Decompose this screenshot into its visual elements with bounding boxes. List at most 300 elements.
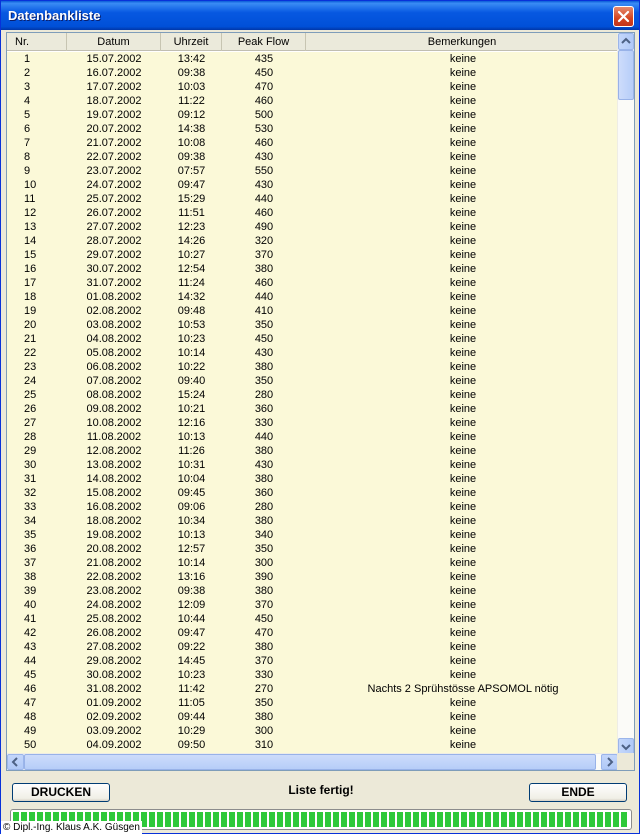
cell-nr: 12 — [24, 207, 37, 219]
table-row[interactable] — [7, 472, 618, 486]
cell-peak-flow: 435 — [254, 53, 274, 65]
cell-peak-flow: 460 — [254, 277, 274, 289]
title-bar[interactable] — [1, 1, 639, 30]
cell-nr: 30 — [24, 459, 37, 471]
cell-time: 10:08 — [177, 137, 206, 149]
cell-remarks: keine — [449, 277, 477, 289]
cell-peak-flow: 550 — [254, 165, 274, 177]
cell-remarks: keine — [449, 207, 477, 219]
cell-peak-flow: 370 — [254, 655, 274, 667]
cell-date: 06.08.2002 — [86, 361, 142, 373]
cell-nr: 19 — [24, 305, 37, 317]
cell-time: 10:14 — [177, 557, 206, 569]
cell-remarks: keine — [449, 725, 477, 737]
cell-remarks: keine — [449, 291, 477, 303]
cell-time: 09:06 — [177, 501, 206, 513]
cell-time: 14:38 — [177, 123, 206, 135]
cell-peak-flow: 350 — [254, 697, 274, 709]
cell-time: 11:22 — [178, 95, 205, 107]
cell-nr: 38 — [24, 571, 37, 583]
scroll-left-button[interactable] — [7, 754, 24, 770]
table-row[interactable] — [7, 696, 618, 710]
table-row[interactable] — [7, 374, 618, 388]
table-row[interactable] — [7, 486, 618, 500]
cell-nr: 34 — [24, 515, 37, 527]
cell-remarks: keine — [449, 627, 477, 639]
cell-time: 10:04 — [177, 473, 206, 485]
table-row[interactable] — [7, 318, 618, 332]
cell-peak-flow: 430 — [254, 347, 274, 359]
cell-remarks: keine — [449, 529, 477, 541]
cell-remarks: keine — [449, 711, 477, 723]
cell-remarks: keine — [449, 697, 477, 709]
cell-date: 13.08.2002 — [86, 459, 142, 471]
cell-time: 10:21 — [177, 403, 206, 415]
cell-time: 10:31 — [177, 459, 206, 471]
cell-nr: 23 — [24, 361, 37, 373]
cell-time: 10:14 — [177, 347, 206, 359]
cell-peak-flow: 450 — [254, 613, 274, 625]
table-row[interactable] — [7, 668, 618, 682]
cell-nr: 27 — [24, 417, 37, 429]
cell-peak-flow: 300 — [254, 725, 274, 737]
cell-peak-flow: 410 — [254, 305, 274, 317]
cell-peak-flow: 380 — [254, 641, 274, 653]
table-row[interactable] — [7, 94, 618, 108]
table-row[interactable] — [7, 402, 618, 416]
cell-nr: 8 — [24, 151, 31, 163]
cell-peak-flow: 350 — [254, 375, 274, 387]
arrow-right-icon — [602, 755, 617, 769]
table-row[interactable] — [7, 626, 618, 640]
table-row[interactable] — [7, 122, 618, 136]
cell-nr: 9 — [24, 165, 31, 177]
cell-time: 09:45 — [177, 487, 206, 499]
cell-nr: 13 — [24, 221, 37, 233]
close-icon — [617, 10, 630, 23]
cell-remarks: keine — [449, 179, 477, 191]
table-row[interactable] — [7, 500, 618, 514]
cell-peak-flow: 470 — [254, 627, 274, 639]
cell-time: 10:53 — [177, 319, 206, 331]
cell-peak-flow: 440 — [254, 193, 274, 205]
cell-time: 10:27 — [177, 249, 206, 261]
cell-date: 22.08.2002 — [86, 571, 142, 583]
cell-remarks: keine — [449, 347, 477, 359]
cell-nr: 35 — [24, 529, 37, 541]
cell-date: 28.07.2002 — [86, 235, 142, 247]
cell-nr: 24 — [24, 375, 37, 387]
cell-nr: 1 — [24, 53, 31, 65]
cell-remarks: keine — [449, 431, 477, 443]
table-row[interactable] — [7, 724, 618, 738]
list-header — [7, 33, 618, 51]
cell-peak-flow: 300 — [254, 557, 274, 569]
cell-date: 24.07.2002 — [86, 179, 142, 191]
cell-date: 19.08.2002 — [86, 529, 142, 541]
scrollbar-corner — [617, 753, 634, 770]
table-row[interactable] — [7, 290, 618, 304]
cell-nr: 31 — [24, 473, 37, 485]
cell-peak-flow: 320 — [254, 235, 274, 247]
table-row[interactable] — [7, 458, 618, 472]
table-row[interactable] — [7, 192, 618, 206]
cell-time: 10:44 — [177, 613, 206, 625]
table-row[interactable] — [7, 710, 618, 724]
table-row[interactable] — [7, 52, 618, 66]
cell-remarks: keine — [449, 305, 477, 317]
table-row[interactable] — [7, 444, 618, 458]
table-row[interactable] — [7, 528, 618, 542]
cell-date: 18.08.2002 — [86, 515, 142, 527]
cell-peak-flow: 450 — [254, 333, 274, 345]
table-row[interactable] — [7, 654, 618, 668]
cell-remarks: keine — [449, 403, 477, 415]
horizontal-scroll-thumb[interactable] — [24, 754, 596, 770]
arrow-up-icon — [619, 34, 633, 49]
cell-date: 15.08.2002 — [86, 487, 142, 499]
cell-nr: 49 — [24, 725, 37, 737]
cell-date: 18.07.2002 — [86, 95, 142, 107]
cell-peak-flow: 390 — [254, 571, 274, 583]
vertical-scrollbar[interactable] — [617, 33, 634, 755]
column-header-remarks[interactable]: Bemerkungen — [427, 36, 497, 48]
cell-remarks: keine — [449, 137, 477, 149]
cell-remarks: keine — [449, 543, 477, 555]
cell-time: 10:03 — [177, 81, 206, 93]
cell-peak-flow: 380 — [254, 263, 274, 275]
cell-time: 14:32 — [177, 291, 206, 303]
cell-date: 23.08.2002 — [86, 585, 142, 597]
column-header-peak-flow[interactable]: Peak Flow — [222, 33, 306, 51]
cell-remarks: keine — [449, 263, 477, 275]
list-rows — [7, 52, 618, 755]
table-row[interactable] — [7, 360, 618, 374]
horizontal-scrollbar[interactable] — [7, 753, 618, 770]
cell-date: 26.07.2002 — [86, 207, 142, 219]
cell-peak-flow: 340 — [254, 529, 274, 541]
cell-date: 19.07.2002 — [86, 109, 142, 121]
cell-nr: 36 — [24, 543, 37, 555]
cell-nr: 5 — [24, 109, 31, 121]
cell-peak-flow: 370 — [254, 249, 274, 261]
cell-time: 11:51 — [178, 207, 205, 219]
close-button[interactable] — [613, 6, 634, 27]
cell-peak-flow: 380 — [254, 515, 274, 527]
cell-date: 08.08.2002 — [86, 389, 142, 401]
cell-remarks: keine — [449, 221, 477, 233]
cell-remarks: keine — [449, 165, 477, 177]
cell-nr: 50 — [24, 739, 37, 751]
cell-date: 03.08.2002 — [86, 319, 142, 331]
cell-time: 10:34 — [177, 515, 206, 527]
scroll-right-button[interactable] — [601, 754, 618, 770]
cell-nr: 47 — [24, 697, 37, 709]
cell-date: 25.07.2002 — [86, 193, 142, 205]
data-list[interactable] — [6, 32, 635, 771]
cell-nr: 17 — [24, 277, 37, 289]
cell-peak-flow: 330 — [254, 669, 274, 681]
cell-time: 12:09 — [177, 599, 206, 611]
table-row[interactable] — [7, 332, 618, 346]
cell-date: 04.08.2002 — [86, 333, 142, 345]
cell-peak-flow: 450 — [254, 67, 274, 79]
cell-remarks: keine — [449, 389, 477, 401]
cell-date: 29.07.2002 — [86, 249, 142, 261]
cell-remarks: keine — [449, 249, 477, 261]
table-row[interactable] — [7, 598, 618, 612]
cell-remarks: keine — [449, 599, 477, 611]
cell-time: 09:44 — [177, 711, 206, 723]
cell-remarks: keine — [449, 487, 477, 499]
cell-peak-flow: 270 — [254, 683, 274, 695]
table-row[interactable] — [7, 220, 618, 234]
cell-date: 31.08.2002 — [86, 683, 142, 695]
cell-date: 23.07.2002 — [86, 165, 142, 177]
cell-date: 20.07.2002 — [86, 123, 142, 135]
cell-time: 09:22 — [177, 641, 206, 653]
table-row[interactable] — [7, 108, 618, 122]
cell-date: 07.08.2002 — [86, 375, 142, 387]
cell-time: 12:57 — [177, 543, 206, 555]
cell-remarks: keine — [449, 739, 477, 751]
table-row[interactable] — [7, 276, 618, 290]
table-row[interactable] — [7, 570, 618, 584]
cell-time: 09:48 — [177, 305, 206, 317]
table-row[interactable] — [7, 640, 618, 654]
cell-date: 02.08.2002 — [86, 305, 142, 317]
table-row[interactable] — [7, 164, 618, 178]
cell-date: 09.08.2002 — [86, 403, 142, 415]
cell-peak-flow: 380 — [254, 585, 274, 597]
table-row[interactable] — [7, 80, 618, 94]
cell-nr: 29 — [24, 445, 37, 457]
copyright-text: © Dipl.-Ing. Klaus A.K. Güsgen — [3, 822, 140, 833]
table-row[interactable] — [7, 738, 618, 752]
cell-date: 30.08.2002 — [86, 669, 142, 681]
table-row[interactable] — [7, 262, 618, 276]
arrow-left-icon — [8, 755, 23, 769]
cell-nr: 26 — [24, 403, 37, 415]
cell-time: 09:47 — [177, 627, 206, 639]
cell-date: 02.09.2002 — [86, 711, 142, 723]
cell-peak-flow: 380 — [254, 445, 274, 457]
cell-date: 17.07.2002 — [86, 81, 142, 93]
table-row[interactable] — [7, 206, 618, 220]
cell-date: 29.08.2002 — [86, 655, 142, 667]
cell-date: 24.08.2002 — [86, 599, 142, 611]
cell-date: 16.07.2002 — [86, 67, 142, 79]
end-button[interactable]: ENDE — [529, 783, 627, 802]
cell-date: 12.08.2002 — [86, 445, 142, 457]
arrow-down-icon — [619, 739, 633, 754]
cell-nr: 41 — [24, 613, 37, 625]
cell-date: 26.08.2002 — [86, 627, 142, 639]
cell-date: 15.07.2002 — [86, 53, 142, 65]
cell-remarks: keine — [449, 95, 477, 107]
cell-peak-flow: 380 — [254, 361, 274, 373]
table-row[interactable] — [7, 430, 618, 444]
cell-remarks: keine — [449, 613, 477, 625]
cell-peak-flow: 430 — [254, 179, 274, 191]
table-row[interactable] — [7, 612, 618, 626]
cell-peak-flow: 280 — [254, 389, 274, 401]
cell-peak-flow: 460 — [254, 137, 274, 149]
cell-peak-flow: 310 — [254, 739, 274, 751]
table-row[interactable] — [7, 150, 618, 164]
cell-peak-flow: 380 — [254, 473, 274, 485]
cell-nr: 18 — [24, 291, 37, 303]
cell-date: 04.09.2002 — [86, 739, 142, 751]
cell-time: 10:22 — [177, 361, 206, 373]
cell-nr: 37 — [24, 557, 37, 569]
cell-time: 09:38 — [177, 585, 206, 597]
print-button[interactable]: DRUCKEN — [12, 783, 110, 802]
cell-nr: 2 — [24, 67, 31, 79]
cell-time: 09:40 — [177, 375, 206, 387]
cell-remarks: keine — [449, 333, 477, 345]
cell-peak-flow: 360 — [254, 487, 274, 499]
cell-time: 10:23 — [177, 333, 206, 345]
table-row[interactable] — [7, 556, 618, 570]
cell-remarks: keine — [449, 123, 477, 135]
cell-time: 09:38 — [177, 151, 206, 163]
cell-time: 09:12 — [177, 109, 206, 121]
cell-nr: 42 — [24, 627, 37, 639]
cell-nr: 28 — [24, 431, 37, 443]
cell-time: 12:23 — [177, 221, 206, 233]
cell-date: 10.08.2002 — [86, 417, 142, 429]
cell-peak-flow: 500 — [254, 109, 274, 121]
table-row[interactable] — [7, 388, 618, 402]
cell-peak-flow: 430 — [254, 459, 274, 471]
table-row[interactable] — [7, 584, 618, 598]
cell-peak-flow: 350 — [254, 319, 274, 331]
cell-peak-flow: 280 — [254, 501, 274, 513]
cell-remarks: keine — [449, 501, 477, 513]
cell-time: 10:13 — [177, 529, 206, 541]
table-row[interactable] — [7, 248, 618, 262]
table-row[interactable] — [7, 346, 618, 360]
cell-nr: 39 — [24, 585, 37, 597]
cell-nr: 3 — [24, 81, 31, 93]
cell-peak-flow: 380 — [254, 711, 274, 723]
cell-peak-flow: 370 — [254, 599, 274, 611]
cell-time: 10:23 — [177, 669, 206, 681]
cell-peak-flow: 460 — [254, 207, 274, 219]
cell-date: 25.08.2002 — [86, 613, 142, 625]
cell-time: 10:29 — [177, 725, 206, 737]
cell-nr: 10 — [24, 179, 37, 191]
table-row[interactable] — [7, 136, 618, 150]
scroll-up-button[interactable] — [618, 33, 634, 50]
column-header-time[interactable]: Uhrzeit — [161, 33, 222, 51]
cell-time: 09:50 — [177, 739, 206, 751]
table-row[interactable] — [7, 682, 618, 696]
cell-nr: 11 — [24, 193, 36, 205]
cell-remarks: keine — [449, 81, 477, 93]
cell-remarks: keine — [449, 193, 477, 205]
cell-nr: 6 — [24, 123, 31, 135]
cell-date: 16.08.2002 — [86, 501, 142, 513]
cell-date: 11.08.2002 — [86, 431, 142, 443]
cell-time: 09:38 — [177, 67, 206, 79]
window-title: Datenbankliste — [8, 8, 101, 23]
table-row[interactable] — [7, 234, 618, 248]
cell-time: 11:05 — [178, 697, 205, 709]
cell-date: 14.08.2002 — [86, 473, 142, 485]
cell-time: 14:45 — [177, 655, 206, 667]
cell-nr: 21 — [24, 333, 37, 345]
cell-time: 15:29 — [177, 193, 206, 205]
cell-peak-flow: 440 — [254, 431, 274, 443]
cell-nr: 40 — [24, 599, 37, 611]
cell-remarks: keine — [449, 557, 477, 569]
cell-peak-flow: 350 — [254, 543, 274, 555]
column-header-nr[interactable]: Nr. — [7, 33, 67, 51]
cell-peak-flow: 440 — [254, 291, 274, 303]
cell-remarks: keine — [449, 67, 477, 79]
cell-peak-flow: 490 — [254, 221, 274, 233]
cell-date: 22.07.2002 — [86, 151, 142, 163]
column-header-date[interactable]: Datum — [67, 33, 161, 51]
cell-nr: 15 — [24, 249, 37, 261]
cell-time: 15:24 — [177, 389, 206, 401]
cell-peak-flow: 530 — [254, 123, 274, 135]
cell-remarks: Nachts 2 Sprühstösse APSOMOL nötig — [367, 683, 559, 695]
cell-remarks: keine — [449, 473, 477, 485]
cell-time: 13:16 — [177, 571, 206, 583]
table-row[interactable] — [7, 178, 618, 192]
cell-nr: 20 — [24, 319, 37, 331]
cell-nr: 22 — [24, 347, 37, 359]
cell-time: 11:42 — [178, 683, 205, 695]
cell-nr: 16 — [24, 263, 37, 275]
cell-nr: 43 — [24, 641, 37, 653]
cell-remarks: keine — [449, 53, 477, 65]
cell-time: 09:47 — [177, 179, 206, 191]
cell-date: 21.07.2002 — [86, 137, 142, 149]
cell-time: 12:54 — [177, 263, 206, 275]
vertical-scroll-thumb[interactable] — [618, 50, 634, 100]
cell-remarks: keine — [449, 417, 477, 429]
cell-remarks: keine — [449, 669, 477, 681]
table-row[interactable] — [7, 304, 618, 318]
cell-time: 07:57 — [177, 165, 206, 177]
cell-remarks: keine — [449, 151, 477, 163]
cell-nr: 4 — [24, 95, 31, 107]
cell-peak-flow: 430 — [254, 151, 274, 163]
cell-nr: 33 — [24, 501, 37, 513]
table-row[interactable] — [7, 514, 618, 528]
cell-peak-flow: 360 — [254, 403, 274, 415]
cell-nr: 7 — [24, 137, 31, 149]
table-row[interactable] — [7, 542, 618, 556]
cell-date: 05.08.2002 — [86, 347, 142, 359]
table-row[interactable] — [7, 66, 618, 80]
cell-time: 12:16 — [177, 417, 206, 429]
cell-time: 11:24 — [178, 277, 205, 289]
cell-date: 27.08.2002 — [86, 641, 142, 653]
table-row[interactable] — [7, 416, 618, 430]
cell-peak-flow: 330 — [254, 417, 274, 429]
cell-nr: 25 — [24, 389, 37, 401]
cell-remarks: keine — [449, 319, 477, 331]
cell-time: 13:42 — [177, 53, 206, 65]
cell-time: 14:26 — [177, 235, 206, 247]
cell-remarks: keine — [449, 445, 477, 457]
cell-date: 27.07.2002 — [86, 221, 142, 233]
